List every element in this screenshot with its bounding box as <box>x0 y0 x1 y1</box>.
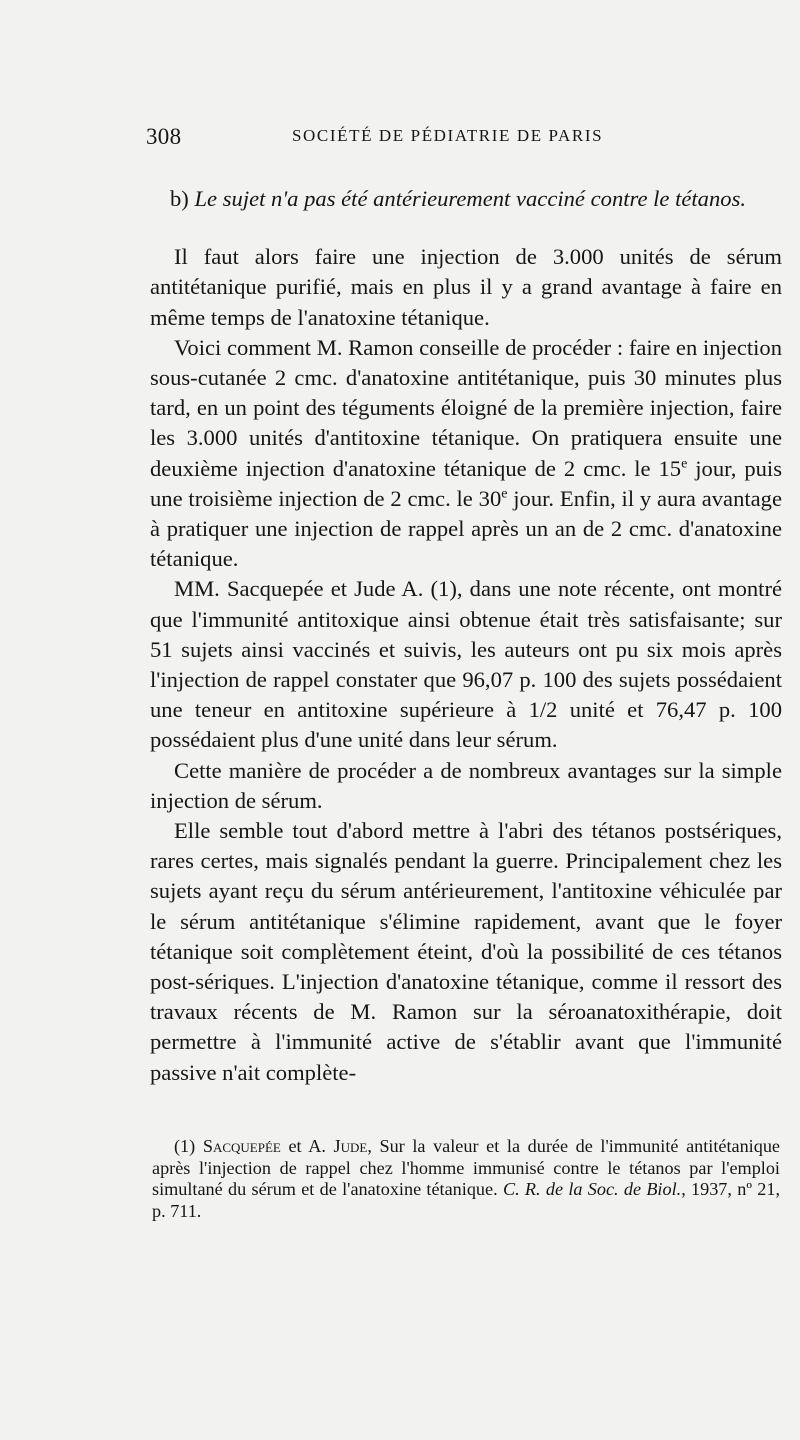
paragraph-5: Elle semble tout d'abord mettre à l'abri des tétanos postsériques, rares certes, mais signalés pendant la guerre. Principalement chez les sujets ayant reçu du sérum antérieurement, l'antitoxine véhiculée par le sérum antitétanique s'élimine rapidement, avant que le foyer tétanique soit complètement éteint, d'où la possibilité de ces tétanos post-sériques. L'injection d'anatoxine tétanique, comme il ressort des travaux récents de M. Ramon sur la séroanatoxithérapie, doit permettre à l'immunité active de s'établir avant que l'immunité passive n'ait complète- <box>150 818 782 1085</box>
ordinal-superscript: e <box>501 486 508 502</box>
paragraph-2 <box>150 333 782 575</box>
footnote-marker: (1) <box>174 1136 196 1156</box>
paragraph-1: Il faut alors faire une injection de 3.000 unités de sérum antitétanique purifié, mais en plus il y a grand avantage à faire en même temps de l'anatoxine tétanique. <box>150 244 782 330</box>
footnote-citation: , 1937, nº 21, p. 711. <box>152 1179 781 1221</box>
paragraph-2-part-c: jour. Enfin, il y aura avantage à pratiquer une injection de rappel après un an de 2 cmc. d'anatoxine tétanique. <box>150 485 782 572</box>
section-subhead <box>150 184 782 214</box>
footnote-conjunction: et A. <box>280 1136 334 1156</box>
footnote-title: , Sur la valeur et la durée de l'immunité antitétanique après l'injection de rappel chez l'homme immunisé contre le tétanos par l'emploi simultané du sérum et de l'anatoxine tétanique. <box>152 1136 780 1199</box>
body-text <box>150 184 782 1088</box>
footnote <box>152 1136 780 1222</box>
running-title: SOCIÉTÉ DE PÉDIATRIE DE PARIS <box>292 126 604 145</box>
footnote-author-1: Sacquepée <box>202 1136 281 1156</box>
paragraph-2-part-b: jour, puis une troisième injection de 2 cmc. le 30 <box>150 455 782 511</box>
footnote-journal: C. R. de la Soc. de Biol. <box>502 1179 682 1199</box>
paragraph-3: MM. Sacquepée et Jude A. (1), dans une note récente, ont montré que l'immunité antitoxique ainsi obtenue était très satisfaisante; sur 51 sujets ainsi vaccinés et suivis, les auteurs ont pu six mois après l'injection de rappel constater que 96,07 p. 100 des sujets possédaient une teneur en antitoxine supérieure à 1/2 unité et 76,47 p. 100 possédaient plus d'une unité dans leur sérum. <box>150 576 782 753</box>
subhead-label: b) <box>170 186 189 211</box>
footnote-text <box>152 1136 780 1222</box>
ordinal-superscript: e <box>681 456 688 472</box>
page-number: 308 <box>146 124 182 149</box>
paragraph-4: Cette manière de procéder a de nombreux avantages sur la simple injection de sérum. <box>150 757 782 813</box>
paragraph-2-part-a: Voici comment M. Ramon conseille de procéder : faire en injection sous-cutanée 2 cmc. d'anatoxine antitétanique, puis 30 minutes plus tard, en un point des téguments éloigné de la première injection, faire les 3.000 unités d'antitoxine tétanique. On pratiquera ensuite une deuxième injection d'anatoxine tétanique de 2 cmc. le 15 <box>150 334 782 481</box>
footnote-author-2: Jude <box>333 1136 368 1156</box>
subhead-title: Le sujet n'a pas été antérieurement vacciné contre le tétanos. <box>194 186 747 211</box>
